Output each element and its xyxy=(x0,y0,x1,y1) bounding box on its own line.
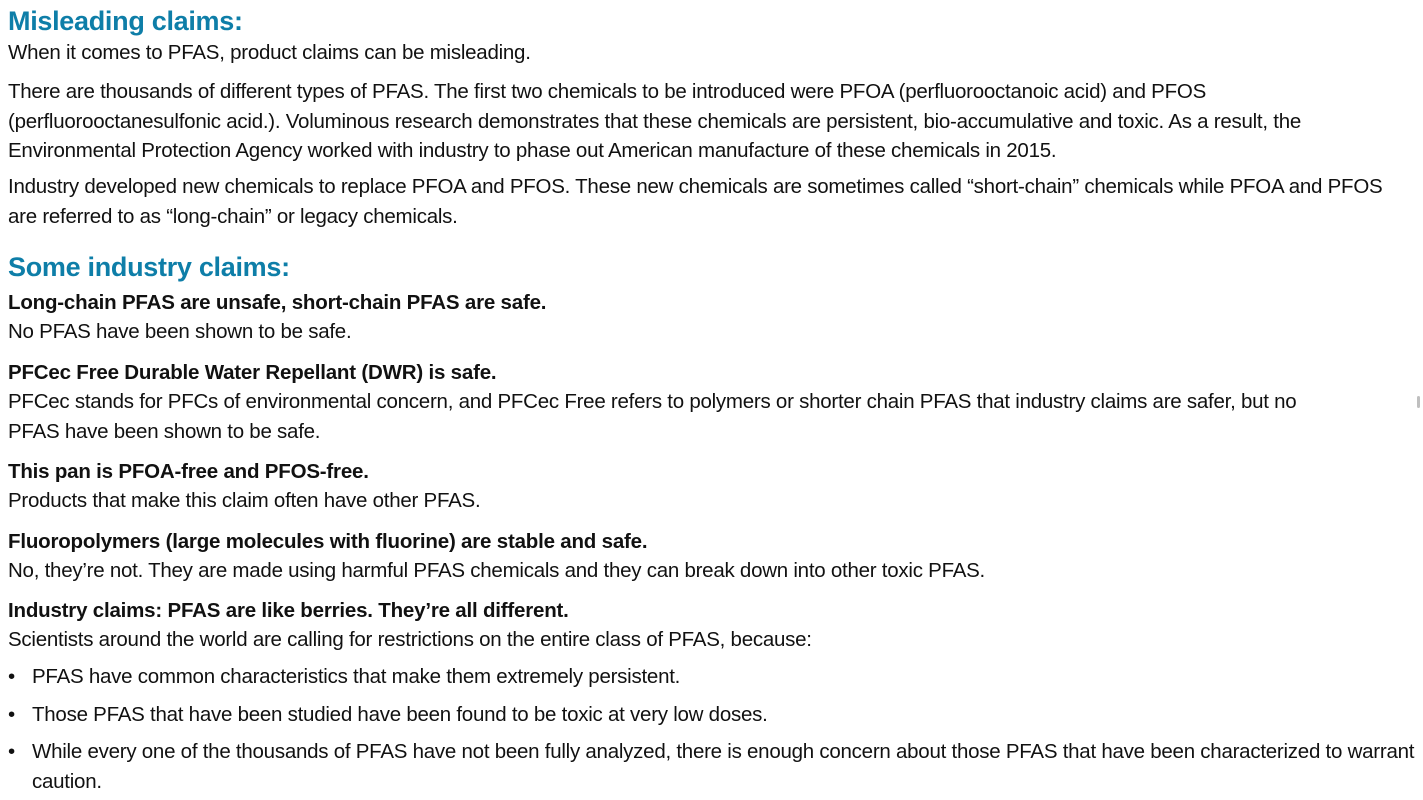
list-item xyxy=(8,700,1418,730)
claim-heading: Fluoropolymers (large molecules with fluorine) are stable and safe. xyxy=(8,530,648,553)
claim-response: Scientists around the world are calling for restrictions on the entire class of PFAS, because: xyxy=(8,628,812,651)
reasons-list xyxy=(8,737,1418,796)
bullet-icon: • xyxy=(8,665,15,688)
reasons-list xyxy=(8,700,1418,730)
industry-claims-heading: Some industry claims: xyxy=(8,252,290,282)
pfas-history-paragraph: There are thousands of different types of PFAS. The first two chemicals to be introduced were PFOA (perfluorooctanoic acid) and PFOS (perfluorooctanesulfonic acid.). Voluminous research demonstrates that these chemicals are persistent, bio-accumulative and toxic. As a result, the Environmental Protection Agency worked with industry to phase out American manufacture of these chemicals in 2015. xyxy=(8,80,1302,162)
claim-heading: PFCec Free Durable Water Repellant (DWR) is safe. xyxy=(8,361,497,384)
replacement-chemicals-paragraph: Industry developed new chemicals to replace PFOA and PFOS. These new chemicals are sometimes called “short-chain” chemicals while PFOA and PFOS are referred to as “long-chain” or legacy chemicals. xyxy=(8,175,1383,228)
claim-heading: This pan is PFOA-free and PFOS-free. xyxy=(8,460,369,483)
claim-response: No, they’re not. They are made using harmful PFAS chemicals and they can break down into other toxic PFAS. xyxy=(8,559,985,582)
list-item-text: While every one of the thousands of PFAS have not been fully analyzed, there is enough concern about those PFAS that have been characterized to warrant caution. xyxy=(32,740,1415,793)
claim-response: No PFAS have been shown to be safe. xyxy=(8,320,352,343)
list-item xyxy=(8,662,1418,692)
claim-response: Products that make this claim often have other PFAS. xyxy=(8,489,481,512)
bullet-icon: • xyxy=(8,703,15,726)
claim-heading: Long-chain PFAS are unsafe, short-chain PFAS are safe. xyxy=(8,291,547,314)
list-item-text: PFAS have common characteristics that make them extremely persistent. xyxy=(32,665,681,688)
bullet-icon: • xyxy=(8,740,15,763)
list-item xyxy=(8,737,1418,796)
list-item-text: Those PFAS that have been studied have been found to be toxic at very low doses. xyxy=(32,703,768,726)
claim-response: PFCec stands for PFCs of environmental concern, and PFCec Free refers to polymers or shorter chain PFAS that industry claims are safer, but no PFAS have been shown to be safe. xyxy=(8,390,1297,443)
reasons-list xyxy=(8,662,1418,692)
misleading-claims-heading: Misleading claims: xyxy=(8,6,243,36)
claim-heading: Industry claims: PFAS are like berries. They’re all different. xyxy=(8,599,569,622)
intro-paragraph: When it comes to PFAS, product claims can be misleading. xyxy=(8,41,531,64)
page-edge-mark xyxy=(1417,396,1420,408)
